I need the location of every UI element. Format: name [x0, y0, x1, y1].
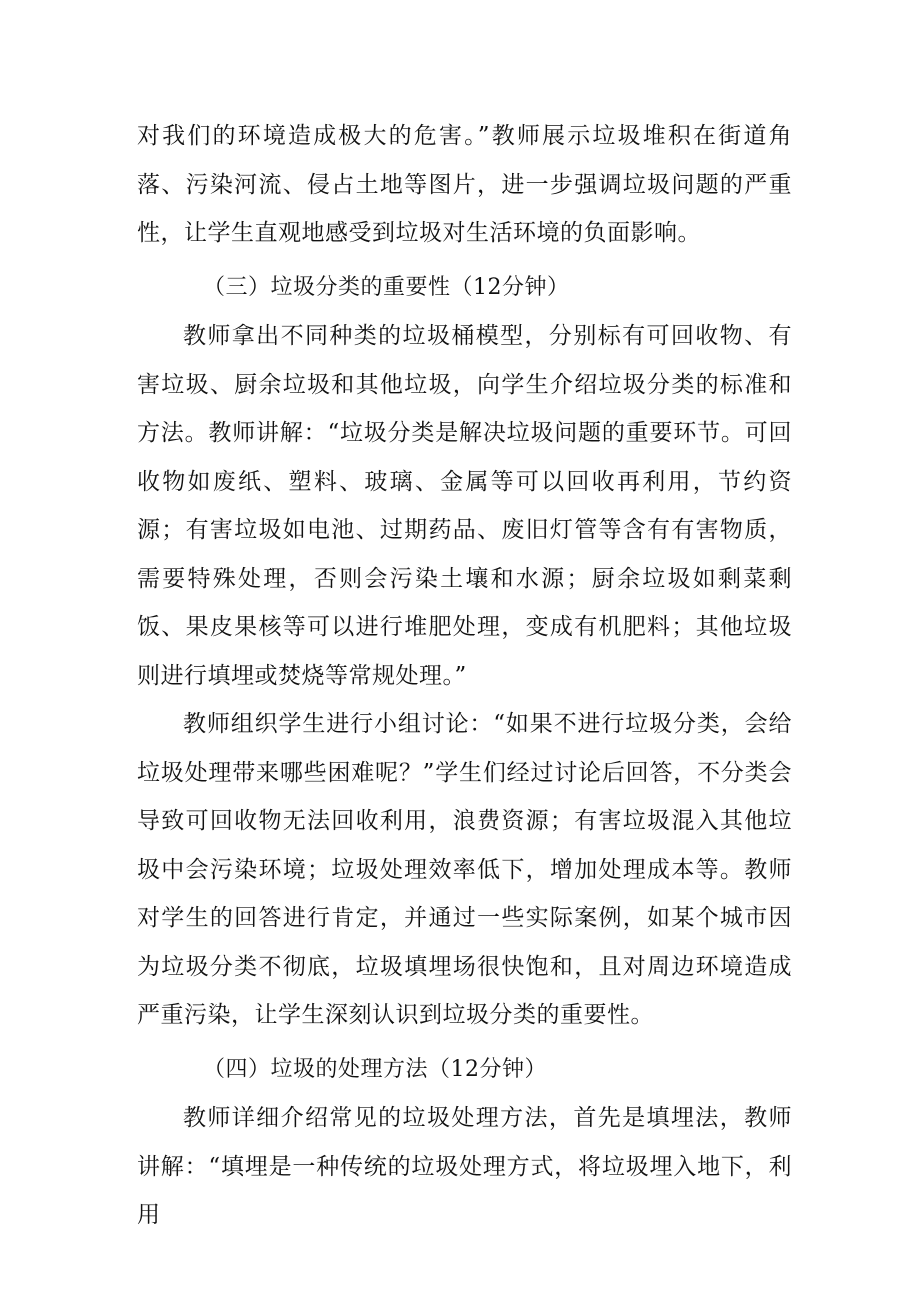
paragraph-landfill-method: 教师详细介绍常见的垃圾处理方法，首先是填埋法，教师讲解：“填埋是一种传统的垃圾处理方式，将垃圾埋入地下，利用 — [137, 1105, 792, 1228]
paragraph-group-discussion: 教师组织学生进行小组讨论：“如果不进行垃圾分类，会给垃圾处理带来哪些困难呢？”学生们经过讨论后回答，不分类会导致可回收物无法回收利用，浪费资源；有害垃圾混入其他垃圾中会污染环境；垃圾处理效率低下，增加处理成本等。教师对学生的回答进行肯定，并通过一些实际案例，如某个城市因为垃圾分类不彻底，垃圾填埋场很快饱和，且对周边环境造成严重污染，让学生深刻认识到垃圾分类的重要性。 — [137, 711, 792, 1028]
paragraph-sorting-intro: 教师拿出不同种类的垃圾桶模型，分别标有可回收物、有害垃圾、厨余垃圾和其他垃圾，向学生介绍垃圾分类的标准和方法。教师讲解：“垃圾分类是解决垃圾问题的重要环节。可回收物如废纸、塑料、玻璃、金属等可以回收再利用，节约资源；有害垃圾如电池、过期药品、废旧灯管等含有有害物质，需要特殊处理，否则会污染土壤和水源；厨余垃圾如剩菜剩饭、果皮果核等可以进行堆肥处理，变成有机肥料；其他垃圾则进行填埋或焚烧等常规处理。” — [137, 323, 792, 689]
section-heading-3: （三）垃圾分类的重要性（12分钟） — [203, 274, 570, 300]
section-heading-4: （四）垃圾的处理方法（12分钟） — [203, 1056, 547, 1082]
document-body — [137, 112, 792, 1240]
paragraph-continuation: 对我们的环境造成极大的危害。”教师展示垃圾堆积在街道角落、污染河流、侵占土地等图片，进一步强调垃圾问题的严重性，让学生直观地感受到垃圾对生活环境的负面影响。 — [137, 123, 792, 246]
